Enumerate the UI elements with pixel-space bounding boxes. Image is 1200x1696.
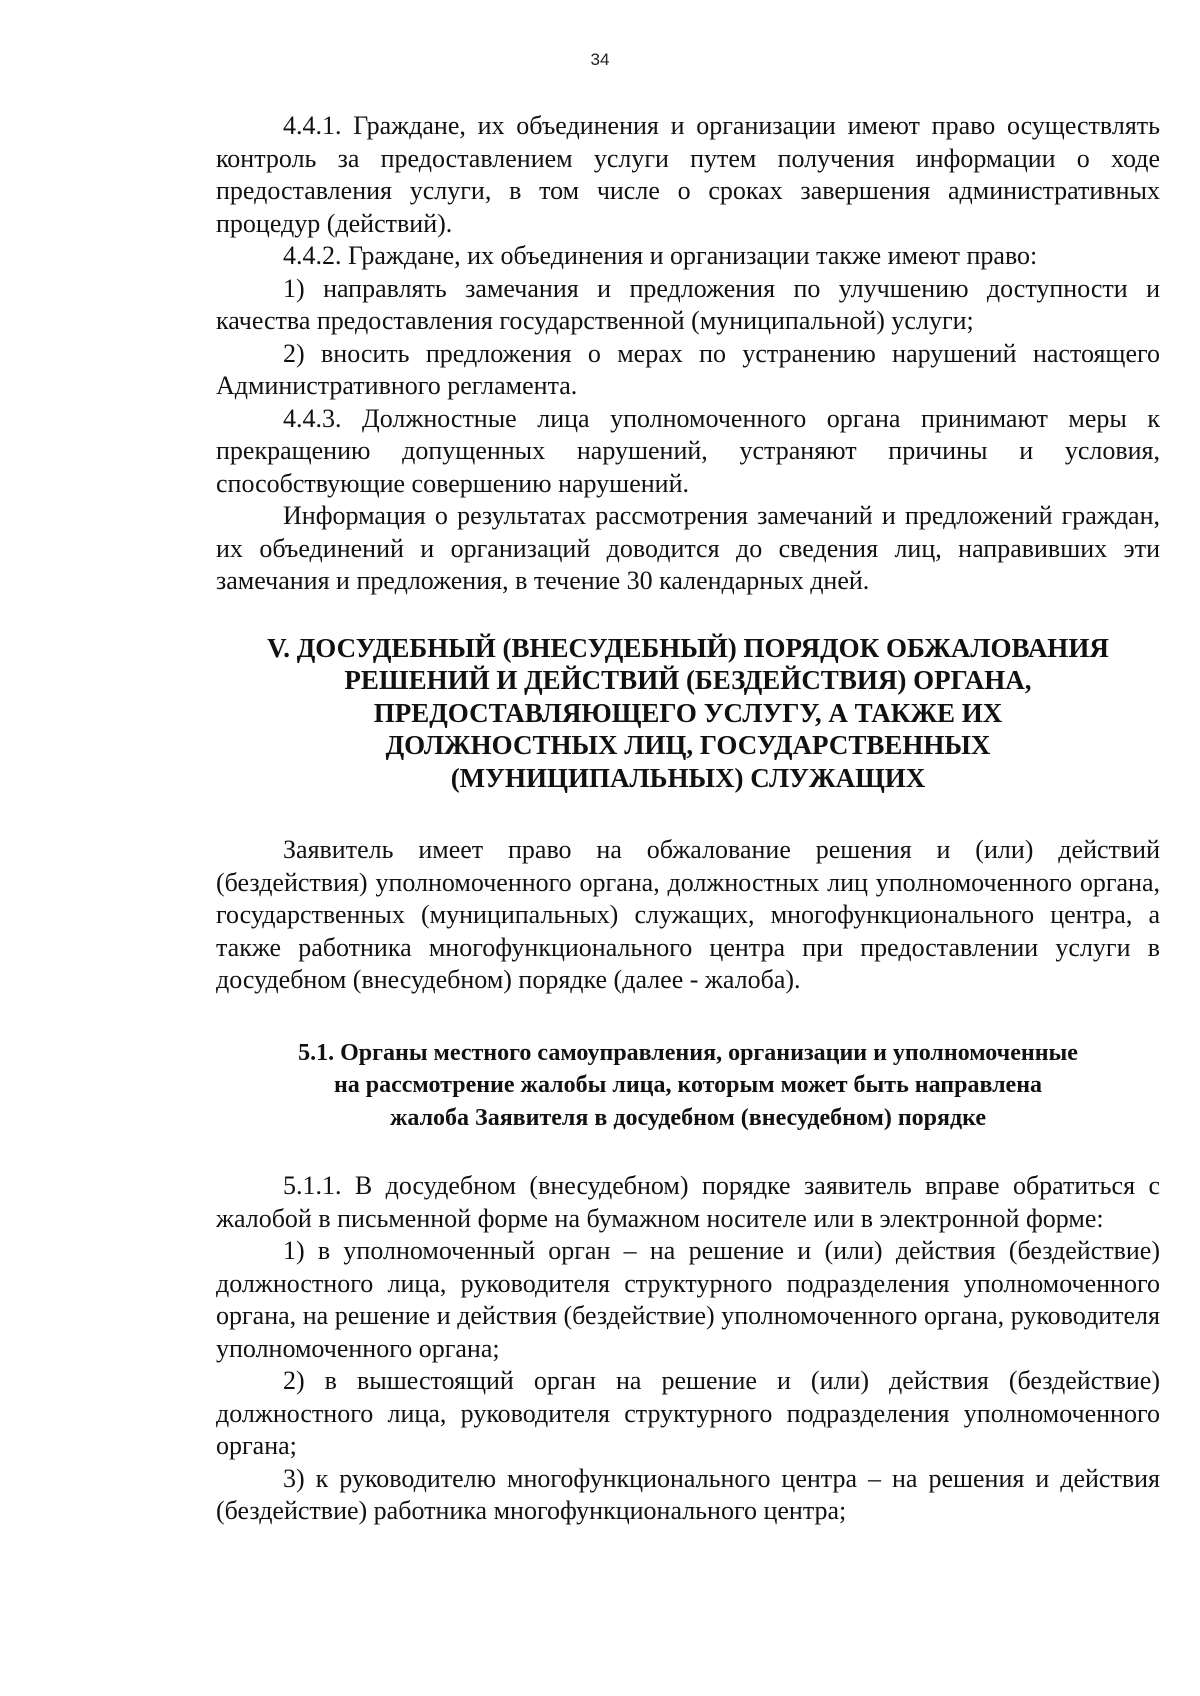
subsection-5-1-heading-line: жалоба Заявителя в досудебном (внесудебном) порядке bbox=[389, 1104, 987, 1131]
section-5-heading-line: V. ДОСУДЕБНЫЙ (ВНЕСУДЕБНЫЙ) ПОРЯДОК ОБЖАЛОВАНИЯ bbox=[267, 632, 1109, 663]
section-5-heading-line: РЕШЕНИЙ И ДЕЙСТВИЙ (БЕЗДЕЙСТВИЯ) ОРГАНА, bbox=[344, 665, 1032, 695]
list-item-5-1-1-3: 3) к руководителю многофункционального центра – на решения и действия (бездействие) работника многофункционального центра; bbox=[216, 1463, 1160, 1525]
subsection-5-1-heading-line: на рассмотрение жалобы лица, которым может быть направлена bbox=[333, 1072, 1043, 1098]
paragraph-info-results: Информация о результатах рассмотрения замечаний и предложений граждан, их объединений и организаций доводится до сведения лиц, направивших эти замечания и предложения, в течение 30 календарных дней. bbox=[216, 501, 1160, 595]
subsection-5-1-heading bbox=[216, 1037, 1160, 1135]
paragraph-4-4-1: 4.4.1. Граждане, их объединения и организации имеют право осуществлять контроль за предоставлением услуги путем получения информации о ходе предоставления услуги, в том числе о сроках завершения административных процедур (действий). bbox=[216, 111, 1160, 238]
paragraph-4-4-2: 4.4.2. Граждане, их объединения и организации также имеют право: bbox=[283, 241, 1038, 270]
section-5-heading-line: ДОЛЖНОСТНЫХ ЛИЦ, ГОСУДАРСТВЕННЫХ bbox=[385, 730, 991, 760]
subsection-5-1-heading-line: 5.1. Органы местного самоуправления, организации и уполномоченные bbox=[298, 1039, 1078, 1066]
list-item-4-4-2-2: 2) вносить предложения о мерах по устранению нарушений настоящего Административного регламента. bbox=[216, 338, 1160, 400]
section-5-intro: Заявитель имеет право на обжалование решения и (или) действий (бездействия) уполномоченного органа, должностных лиц уполномоченного органа, государственных (муниципальных) служащих, многофункционального центра, а также работника многофункционального центра при предоставлении услуги в досудебном (внесудебном) порядке (далее - жалоба). bbox=[216, 835, 1160, 994]
document-body bbox=[216, 110, 1160, 1528]
paragraph-4-4-3: 4.4.3. Должностные лица уполномоченного органа принимают меры к прекращению допущенных нарушений, устраняют причины и условия, способствующие совершению нарушений. bbox=[216, 403, 1160, 498]
section-5-heading-line: ПРЕДОСТАВЛЯЮЩЕГО УСЛУГУ, А ТАКЖЕ ИХ bbox=[373, 697, 1003, 728]
section-5-heading-line: (МУНИЦИПАЛЬНЫХ) СЛУЖАЩИХ bbox=[450, 762, 926, 793]
page-number: 34 bbox=[590, 50, 610, 69]
section-5-heading bbox=[216, 632, 1160, 795]
list-item-4-4-2-1: 1) направлять замечания и предложения по улучшению доступности и качества предоставления государственной (муниципальной) услуги; bbox=[216, 273, 1160, 335]
list-item-5-1-1-1: 1) в уполномоченный орган – на решение и (или) действия (бездействие) должностного лица, руководителя структурного подразделения уполномоченного органа, на решение и действия (бездействие) уполномоченного органа, руководителя уполномоченного органа; bbox=[216, 1236, 1160, 1363]
list-item-5-1-1-2: 2) в вышестоящий орган на решение и (или) действия (бездействие) должностного лица, руководителя структурного подразделения уполномоченного органа; bbox=[216, 1366, 1160, 1460]
paragraph-5-1-1: 5.1.1. В досудебном (внесудебном) порядке заявитель вправе обратиться с жалобой в письменной форме на бумажном носителе или в электронной форме: bbox=[216, 1171, 1160, 1233]
